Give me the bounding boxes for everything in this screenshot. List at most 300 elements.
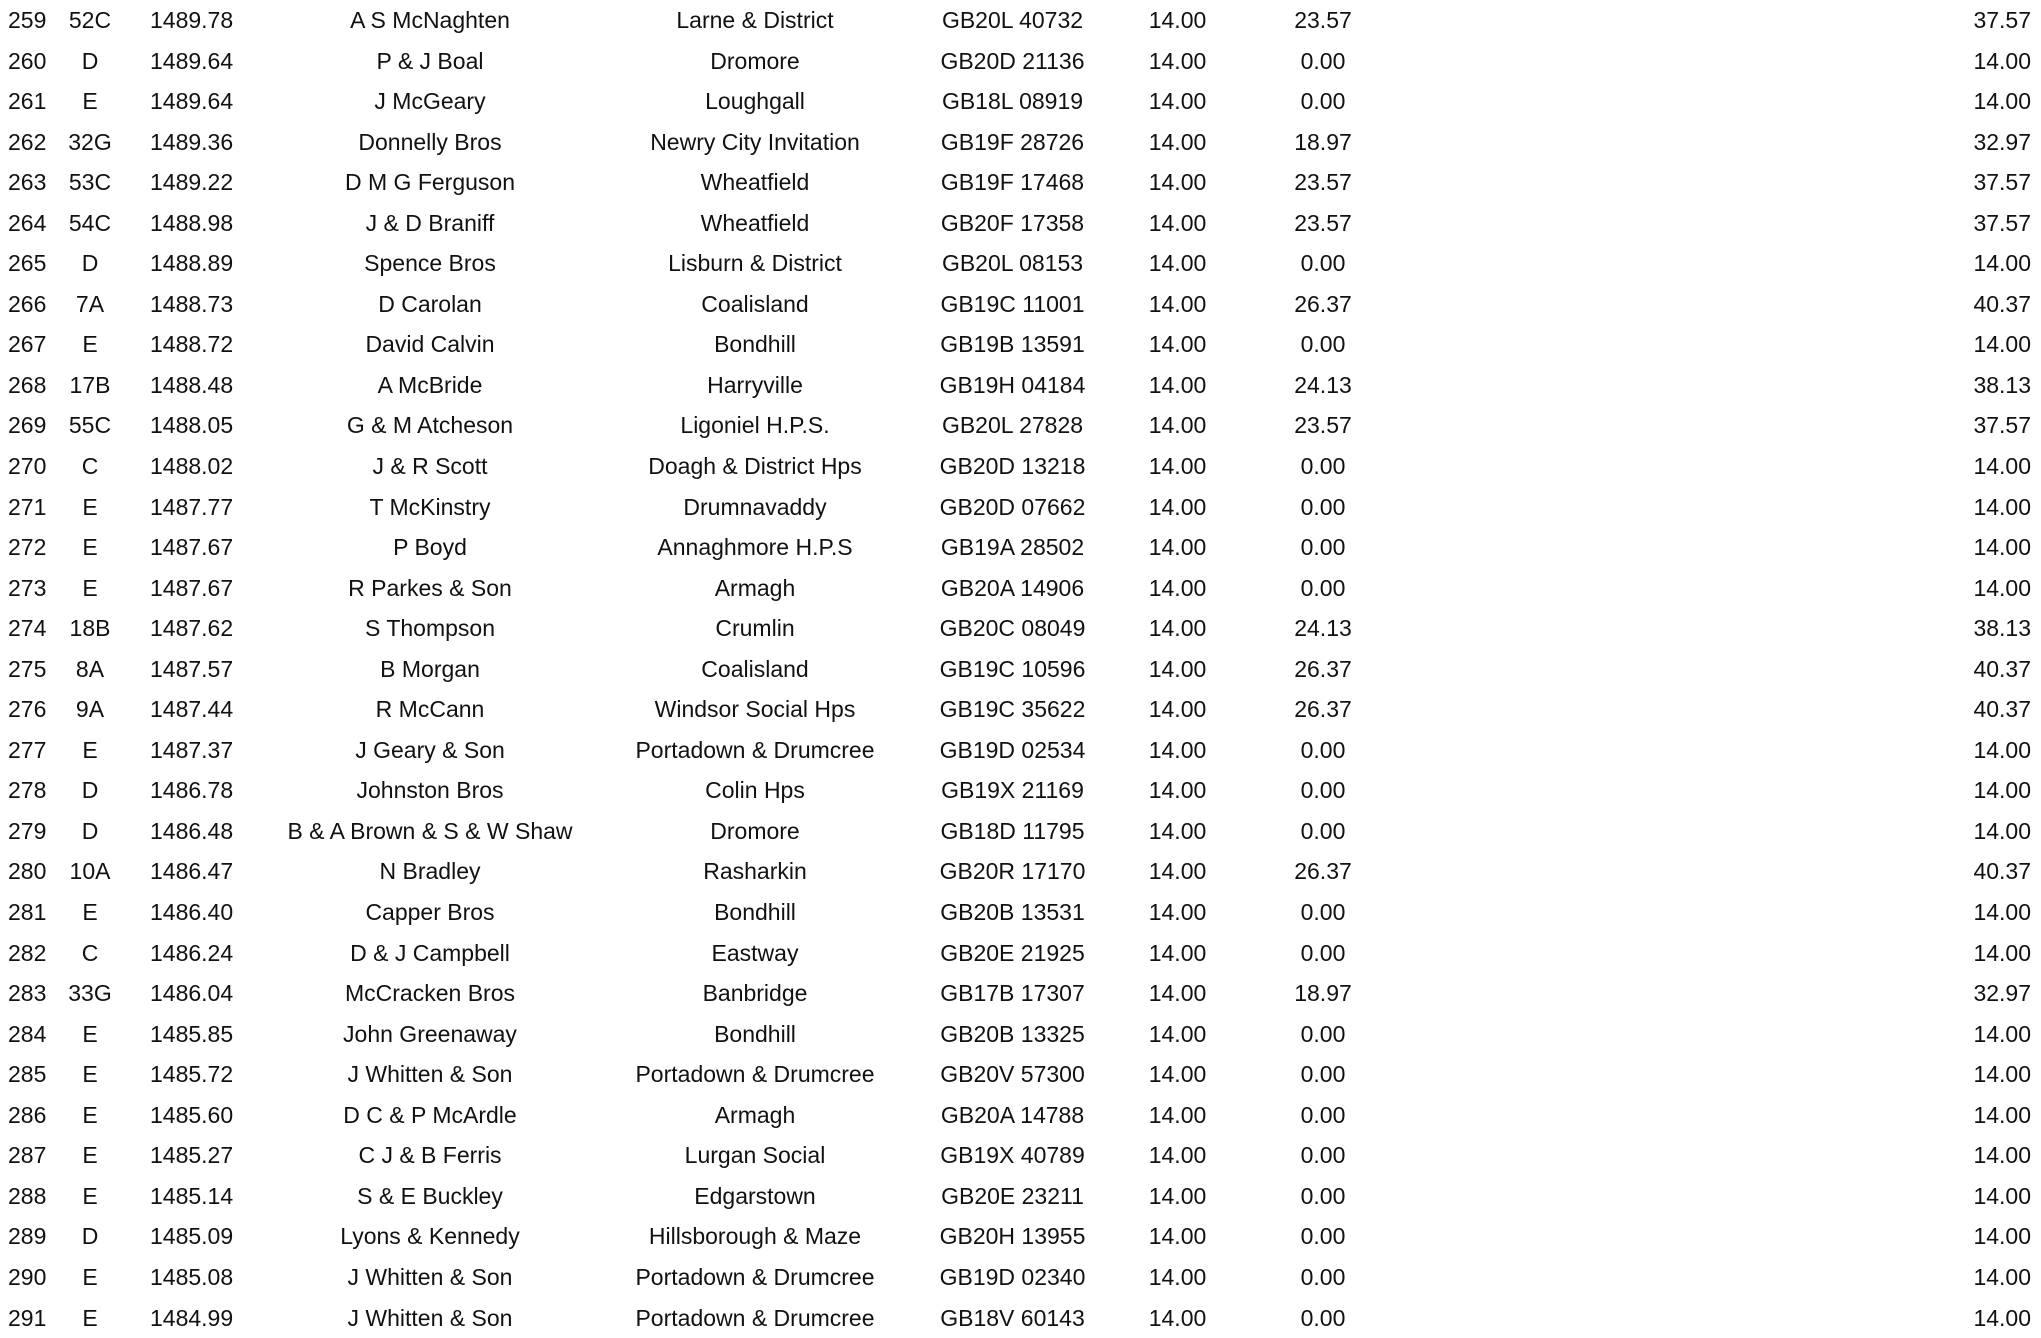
velocity-cell: 1489.36	[150, 122, 250, 163]
pool-cell: 0.00	[1268, 487, 1378, 528]
prize-cell: 14.00	[1125, 243, 1230, 284]
position-cell: 270	[8, 446, 60, 487]
velocity-cell: 1485.09	[150, 1216, 250, 1257]
fancier-name-cell: Donnelly Bros	[250, 122, 610, 163]
pool-cell: 18.97	[1268, 122, 1378, 163]
table-row	[0, 649, 2041, 690]
position-cell: 288	[8, 1176, 60, 1217]
table-row	[0, 811, 2041, 852]
pool-cell: 23.57	[1268, 405, 1378, 446]
position-cell: 277	[8, 730, 60, 771]
ring-number-cell: GB17B 17307	[900, 973, 1125, 1014]
fancier-name-cell: S & E Buckley	[250, 1176, 610, 1217]
total-cell: 14.00	[1900, 933, 2031, 974]
velocity-cell: 1488.98	[150, 203, 250, 244]
table-row	[0, 1176, 2041, 1217]
section-cell: E	[60, 1298, 120, 1338]
ring-number-cell: GB19A 28502	[900, 527, 1125, 568]
velocity-cell: 1485.08	[150, 1257, 250, 1298]
prize-cell: 14.00	[1125, 1135, 1230, 1176]
ring-number-cell: GB20D 21136	[900, 41, 1125, 82]
ring-number-cell: GB18L 08919	[900, 81, 1125, 122]
ring-number-cell: GB19F 17468	[900, 162, 1125, 203]
section-cell: E	[60, 487, 120, 528]
section-cell: E	[60, 1135, 120, 1176]
ring-number-cell: GB20E 21925	[900, 933, 1125, 974]
table-row	[0, 203, 2041, 244]
prize-cell: 14.00	[1125, 284, 1230, 325]
prize-cell: 14.00	[1125, 730, 1230, 771]
section-cell: 9A	[60, 689, 120, 730]
ring-number-cell: GB19D 02340	[900, 1257, 1125, 1298]
section-cell: 33G	[60, 973, 120, 1014]
total-cell: 14.00	[1900, 1216, 2031, 1257]
club-cell: Doagh & District Hps	[610, 446, 900, 487]
section-cell: 10A	[60, 851, 120, 892]
ring-number-cell: GB18V 60143	[900, 1298, 1125, 1338]
total-cell: 14.00	[1900, 730, 2031, 771]
section-cell: 53C	[60, 162, 120, 203]
pool-cell: 0.00	[1268, 730, 1378, 771]
ring-number-cell: GB19C 10596	[900, 649, 1125, 690]
ring-number-cell: GB20L 40732	[900, 0, 1125, 41]
table-row	[0, 405, 2041, 446]
pool-cell: 0.00	[1268, 1095, 1378, 1136]
table-row	[0, 1054, 2041, 1095]
pool-cell: 0.00	[1268, 1176, 1378, 1217]
ring-number-cell: GB20L 27828	[900, 405, 1125, 446]
ring-number-cell: GB19X 21169	[900, 770, 1125, 811]
velocity-cell: 1489.64	[150, 41, 250, 82]
section-cell: D	[60, 243, 120, 284]
fancier-name-cell: P Boyd	[250, 527, 610, 568]
pool-cell: 24.13	[1268, 365, 1378, 406]
total-cell: 40.37	[1900, 649, 2031, 690]
prize-cell: 14.00	[1125, 568, 1230, 609]
position-cell: 283	[8, 973, 60, 1014]
club-cell: Lurgan Social	[610, 1135, 900, 1176]
table-row	[0, 81, 2041, 122]
velocity-cell: 1487.77	[150, 487, 250, 528]
velocity-cell: 1488.02	[150, 446, 250, 487]
club-cell: Loughgall	[610, 81, 900, 122]
fancier-name-cell: J Whitten & Son	[250, 1298, 610, 1338]
fancier-name-cell: D M G Ferguson	[250, 162, 610, 203]
prize-cell: 14.00	[1125, 527, 1230, 568]
section-cell: 18B	[60, 608, 120, 649]
ring-number-cell: GB20B 13325	[900, 1014, 1125, 1055]
pool-cell: 26.37	[1268, 689, 1378, 730]
pool-cell: 26.37	[1268, 851, 1378, 892]
section-cell: E	[60, 1014, 120, 1055]
section-cell: E	[60, 1257, 120, 1298]
position-cell: 282	[8, 933, 60, 974]
pool-cell: 0.00	[1268, 527, 1378, 568]
fancier-name-cell: D Carolan	[250, 284, 610, 325]
prize-cell: 14.00	[1125, 487, 1230, 528]
position-cell: 264	[8, 203, 60, 244]
ring-number-cell: GB19C 35622	[900, 689, 1125, 730]
table-row	[0, 324, 2041, 365]
fancier-name-cell: Johnston Bros	[250, 770, 610, 811]
position-cell: 266	[8, 284, 60, 325]
prize-cell: 14.00	[1125, 1298, 1230, 1338]
section-cell: E	[60, 324, 120, 365]
table-row	[0, 0, 2041, 41]
total-cell: 40.37	[1900, 284, 2031, 325]
ring-number-cell: GB20R 17170	[900, 851, 1125, 892]
velocity-cell: 1486.04	[150, 973, 250, 1014]
club-cell: Bondhill	[610, 324, 900, 365]
position-cell: 272	[8, 527, 60, 568]
club-cell: Annaghmore H.P.S	[610, 527, 900, 568]
pool-cell: 23.57	[1268, 203, 1378, 244]
section-cell: 52C	[60, 0, 120, 41]
velocity-cell: 1487.67	[150, 568, 250, 609]
position-cell: 284	[8, 1014, 60, 1055]
club-cell: Wheatfield	[610, 203, 900, 244]
pool-cell: 0.00	[1268, 1135, 1378, 1176]
club-cell: Edgarstown	[610, 1176, 900, 1217]
prize-cell: 14.00	[1125, 892, 1230, 933]
fancier-name-cell: A S McNaghten	[250, 0, 610, 41]
velocity-cell: 1488.72	[150, 324, 250, 365]
total-cell: 37.57	[1900, 203, 2031, 244]
table-row	[0, 446, 2041, 487]
table-row	[0, 284, 2041, 325]
total-cell: 14.00	[1900, 487, 2031, 528]
velocity-cell: 1488.48	[150, 365, 250, 406]
pool-cell: 0.00	[1268, 811, 1378, 852]
table-row	[0, 851, 2041, 892]
ring-number-cell: GB20A 14788	[900, 1095, 1125, 1136]
club-cell: Hillsborough & Maze	[610, 1216, 900, 1257]
pool-cell: 24.13	[1268, 608, 1378, 649]
fancier-name-cell: R McCann	[250, 689, 610, 730]
total-cell: 37.57	[1900, 405, 2031, 446]
velocity-cell: 1488.89	[150, 243, 250, 284]
section-cell: 17B	[60, 365, 120, 406]
total-cell: 14.00	[1900, 324, 2031, 365]
table-row	[0, 1135, 2041, 1176]
ring-number-cell: GB20A 14906	[900, 568, 1125, 609]
total-cell: 14.00	[1900, 81, 2031, 122]
position-cell: 269	[8, 405, 60, 446]
total-cell: 14.00	[1900, 41, 2031, 82]
prize-cell: 14.00	[1125, 203, 1230, 244]
pool-cell: 0.00	[1268, 81, 1378, 122]
pool-cell: 0.00	[1268, 1298, 1378, 1338]
club-cell: Coalisland	[610, 649, 900, 690]
position-cell: 287	[8, 1135, 60, 1176]
pool-cell: 23.57	[1268, 162, 1378, 203]
fancier-name-cell: David Calvin	[250, 324, 610, 365]
position-cell: 271	[8, 487, 60, 528]
position-cell: 274	[8, 608, 60, 649]
pool-cell: 0.00	[1268, 1257, 1378, 1298]
section-cell: E	[60, 527, 120, 568]
pool-cell: 23.57	[1268, 0, 1378, 41]
position-cell: 268	[8, 365, 60, 406]
position-cell: 262	[8, 122, 60, 163]
section-cell: 54C	[60, 203, 120, 244]
section-cell: E	[60, 81, 120, 122]
total-cell: 40.37	[1900, 851, 2031, 892]
prize-cell: 14.00	[1125, 162, 1230, 203]
section-cell: 32G	[60, 122, 120, 163]
table-row	[0, 608, 2041, 649]
section-cell: D	[60, 770, 120, 811]
club-cell: Portadown & Drumcree	[610, 1054, 900, 1095]
section-cell: C	[60, 933, 120, 974]
ring-number-cell: GB18D 11795	[900, 811, 1125, 852]
pool-cell: 0.00	[1268, 243, 1378, 284]
fancier-name-cell: G & M Atcheson	[250, 405, 610, 446]
position-cell: 267	[8, 324, 60, 365]
velocity-cell: 1484.99	[150, 1298, 250, 1338]
prize-cell: 14.00	[1125, 446, 1230, 487]
club-cell: Wheatfield	[610, 162, 900, 203]
position-cell: 280	[8, 851, 60, 892]
prize-cell: 14.00	[1125, 608, 1230, 649]
pool-cell: 0.00	[1268, 568, 1378, 609]
table-row	[0, 933, 2041, 974]
club-cell: Armagh	[610, 568, 900, 609]
velocity-cell: 1489.22	[150, 162, 250, 203]
position-cell: 278	[8, 770, 60, 811]
fancier-name-cell: J Whitten & Son	[250, 1257, 610, 1298]
fancier-name-cell: D C & P McArdle	[250, 1095, 610, 1136]
prize-cell: 14.00	[1125, 0, 1230, 41]
ring-number-cell: GB20V 57300	[900, 1054, 1125, 1095]
fancier-name-cell: McCracken Bros	[250, 973, 610, 1014]
pool-cell: 0.00	[1268, 1014, 1378, 1055]
velocity-cell: 1487.44	[150, 689, 250, 730]
table-row	[0, 162, 2041, 203]
total-cell: 14.00	[1900, 770, 2031, 811]
fancier-name-cell: D & J Campbell	[250, 933, 610, 974]
total-cell: 14.00	[1900, 243, 2031, 284]
table-row	[0, 568, 2041, 609]
total-cell: 38.13	[1900, 608, 2031, 649]
position-cell: 290	[8, 1257, 60, 1298]
fancier-name-cell: N Bradley	[250, 851, 610, 892]
total-cell: 14.00	[1900, 1298, 2031, 1338]
prize-cell: 14.00	[1125, 365, 1230, 406]
velocity-cell: 1485.27	[150, 1135, 250, 1176]
pool-cell: 26.37	[1268, 649, 1378, 690]
pool-cell: 18.97	[1268, 973, 1378, 1014]
table-row	[0, 487, 2041, 528]
ring-number-cell: GB20E 23211	[900, 1176, 1125, 1217]
ring-number-cell: GB20D 13218	[900, 446, 1125, 487]
velocity-cell: 1487.57	[150, 649, 250, 690]
club-cell: Eastway	[610, 933, 900, 974]
prize-cell: 14.00	[1125, 405, 1230, 446]
table-row	[0, 243, 2041, 284]
position-cell: 275	[8, 649, 60, 690]
velocity-cell: 1486.47	[150, 851, 250, 892]
club-cell: Dromore	[610, 41, 900, 82]
club-cell: Ligoniel H.P.S.	[610, 405, 900, 446]
total-cell: 14.00	[1900, 1095, 2031, 1136]
section-cell: E	[60, 568, 120, 609]
pool-cell: 0.00	[1268, 770, 1378, 811]
club-cell: Colin Hps	[610, 770, 900, 811]
pool-cell: 0.00	[1268, 1054, 1378, 1095]
ring-number-cell: GB20L 08153	[900, 243, 1125, 284]
fancier-name-cell: J Geary & Son	[250, 730, 610, 771]
section-cell: E	[60, 1176, 120, 1217]
pool-cell: 0.00	[1268, 41, 1378, 82]
section-cell: D	[60, 41, 120, 82]
prize-cell: 14.00	[1125, 770, 1230, 811]
table-row	[0, 770, 2041, 811]
fancier-name-cell: B Morgan	[250, 649, 610, 690]
total-cell: 14.00	[1900, 446, 2031, 487]
prize-cell: 14.00	[1125, 81, 1230, 122]
ring-number-cell: GB20B 13531	[900, 892, 1125, 933]
section-cell: E	[60, 1054, 120, 1095]
fancier-name-cell: Capper Bros	[250, 892, 610, 933]
club-cell: Portadown & Drumcree	[610, 1298, 900, 1338]
section-cell: 55C	[60, 405, 120, 446]
fancier-name-cell: P & J Boal	[250, 41, 610, 82]
prize-cell: 14.00	[1125, 324, 1230, 365]
position-cell: 263	[8, 162, 60, 203]
fancier-name-cell: J McGeary	[250, 81, 610, 122]
club-cell: Windsor Social Hps	[610, 689, 900, 730]
club-cell: Dromore	[610, 811, 900, 852]
prize-cell: 14.00	[1125, 973, 1230, 1014]
ring-number-cell: GB19B 13591	[900, 324, 1125, 365]
section-cell: D	[60, 1216, 120, 1257]
pool-cell: 0.00	[1268, 892, 1378, 933]
total-cell: 40.37	[1900, 689, 2031, 730]
table-row	[0, 689, 2041, 730]
club-cell: Newry City Invitation	[610, 122, 900, 163]
ring-number-cell: GB20F 17358	[900, 203, 1125, 244]
table-row	[0, 1298, 2041, 1338]
section-cell: C	[60, 446, 120, 487]
total-cell: 14.00	[1900, 1257, 2031, 1298]
fancier-name-cell: John Greenaway	[250, 1014, 610, 1055]
table-row	[0, 527, 2041, 568]
velocity-cell: 1485.72	[150, 1054, 250, 1095]
total-cell: 32.97	[1900, 122, 2031, 163]
velocity-cell: 1486.78	[150, 770, 250, 811]
velocity-cell: 1487.62	[150, 608, 250, 649]
prize-cell: 14.00	[1125, 1176, 1230, 1217]
prize-cell: 14.00	[1125, 1014, 1230, 1055]
ring-number-cell: GB19C 11001	[900, 284, 1125, 325]
table-row	[0, 1257, 2041, 1298]
velocity-cell: 1485.60	[150, 1095, 250, 1136]
club-cell: Larne & District	[610, 0, 900, 41]
position-cell: 260	[8, 41, 60, 82]
fancier-name-cell: Spence Bros	[250, 243, 610, 284]
ring-number-cell: GB19H 04184	[900, 365, 1125, 406]
pool-cell: 0.00	[1268, 324, 1378, 365]
club-cell: Coalisland	[610, 284, 900, 325]
position-cell: 265	[8, 243, 60, 284]
pool-cell: 26.37	[1268, 284, 1378, 325]
position-cell: 285	[8, 1054, 60, 1095]
club-cell: Armagh	[610, 1095, 900, 1136]
section-cell: D	[60, 811, 120, 852]
club-cell: Banbridge	[610, 973, 900, 1014]
table-row	[0, 892, 2041, 933]
section-cell: E	[60, 892, 120, 933]
total-cell: 14.00	[1900, 568, 2031, 609]
club-cell: Drumnavaddy	[610, 487, 900, 528]
club-cell: Bondhill	[610, 892, 900, 933]
position-cell: 291	[8, 1298, 60, 1338]
section-cell: 8A	[60, 649, 120, 690]
table-row	[0, 1216, 2041, 1257]
fancier-name-cell: Lyons & Kennedy	[250, 1216, 610, 1257]
position-cell: 286	[8, 1095, 60, 1136]
pool-cell: 0.00	[1268, 933, 1378, 974]
ring-number-cell: GB19F 28726	[900, 122, 1125, 163]
table-row	[0, 122, 2041, 163]
velocity-cell: 1488.05	[150, 405, 250, 446]
prize-cell: 14.00	[1125, 1054, 1230, 1095]
velocity-cell: 1487.67	[150, 527, 250, 568]
ring-number-cell: GB20C 08049	[900, 608, 1125, 649]
prize-cell: 14.00	[1125, 1095, 1230, 1136]
club-cell: Portadown & Drumcree	[610, 1257, 900, 1298]
table-row	[0, 41, 2041, 82]
position-cell: 281	[8, 892, 60, 933]
prize-cell: 14.00	[1125, 933, 1230, 974]
velocity-cell: 1486.48	[150, 811, 250, 852]
ring-number-cell: GB20H 13955	[900, 1216, 1125, 1257]
prize-cell: 14.00	[1125, 1216, 1230, 1257]
table-row	[0, 1095, 2041, 1136]
total-cell: 32.97	[1900, 973, 2031, 1014]
total-cell: 14.00	[1900, 1176, 2031, 1217]
velocity-cell: 1486.40	[150, 892, 250, 933]
fancier-name-cell: S Thompson	[250, 608, 610, 649]
position-cell: 273	[8, 568, 60, 609]
total-cell: 14.00	[1900, 1135, 2031, 1176]
velocity-cell: 1485.14	[150, 1176, 250, 1217]
velocity-cell: 1489.64	[150, 81, 250, 122]
prize-cell: 14.00	[1125, 689, 1230, 730]
ring-number-cell: GB19X 40789	[900, 1135, 1125, 1176]
ring-number-cell: GB20D 07662	[900, 487, 1125, 528]
club-cell: Harryville	[610, 365, 900, 406]
velocity-cell: 1487.37	[150, 730, 250, 771]
pool-cell: 0.00	[1268, 446, 1378, 487]
fancier-name-cell: C J & B Ferris	[250, 1135, 610, 1176]
club-cell: Crumlin	[610, 608, 900, 649]
club-cell: Rasharkin	[610, 851, 900, 892]
fancier-name-cell: R Parkes & Son	[250, 568, 610, 609]
total-cell: 14.00	[1900, 1054, 2031, 1095]
fancier-name-cell: B & A Brown & S & W Shaw	[250, 811, 610, 852]
fancier-name-cell: J Whitten & Son	[250, 1054, 610, 1095]
position-cell: 259	[8, 0, 60, 41]
club-cell: Bondhill	[610, 1014, 900, 1055]
prize-cell: 14.00	[1125, 851, 1230, 892]
table-row	[0, 1014, 2041, 1055]
section-cell: E	[60, 730, 120, 771]
prize-cell: 14.00	[1125, 41, 1230, 82]
club-cell: Portadown & Drumcree	[610, 730, 900, 771]
total-cell: 14.00	[1900, 811, 2031, 852]
